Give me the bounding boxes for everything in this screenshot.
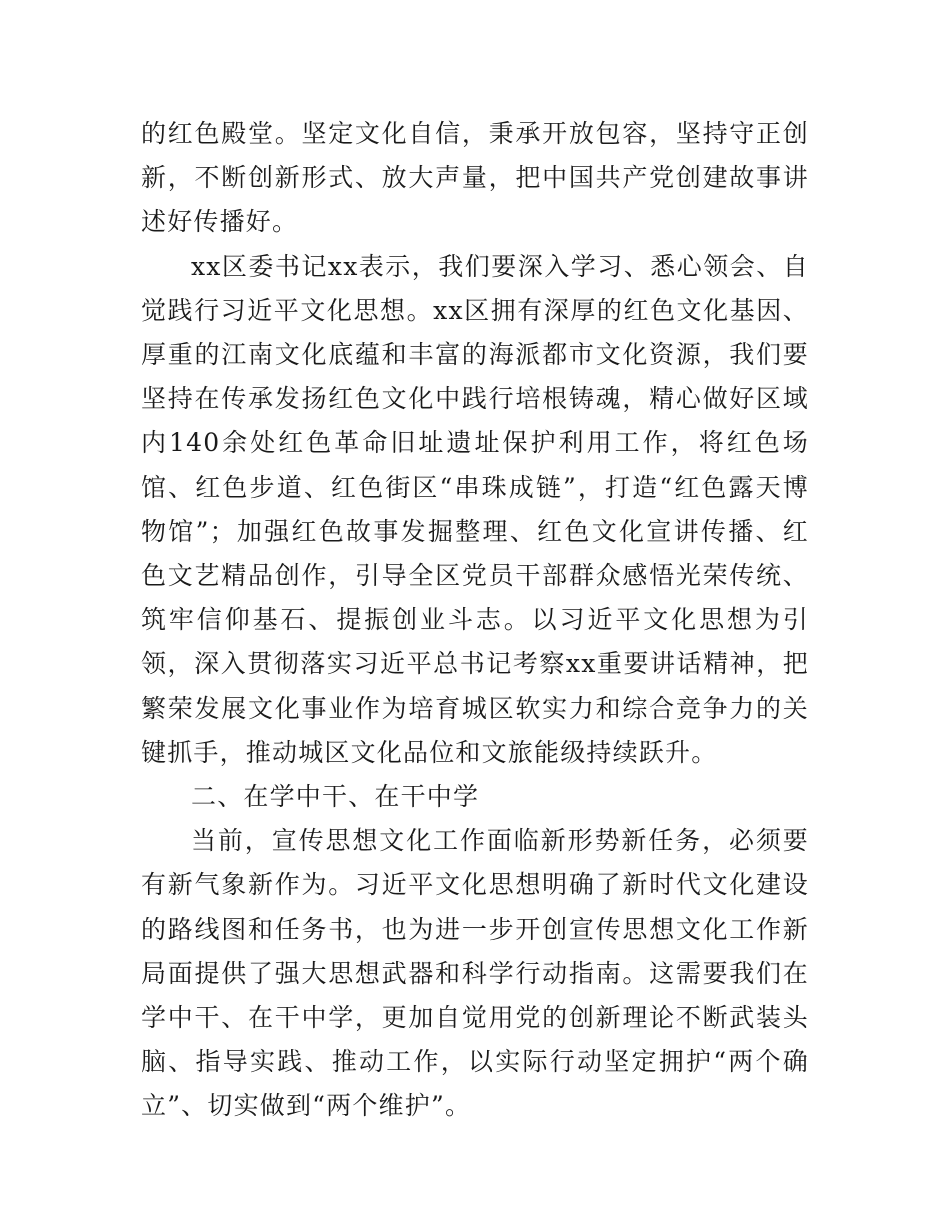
- document-body: [141, 112, 809, 1129]
- paragraph-continuation: 的红色殿堂。坚定文化自信，秉承开放包容，坚持守正创新，不断创新形式、放大声量，把中国共产党创建故事讲述好传播好。: [141, 119, 809, 237]
- paragraph-district-secretary: xx区委书记xx表示，我们要深入学习、悉心领会、自觉践行习近平文化思想。xx区拥有深厚的红色文化基因、厚重的江南文化底蕴和丰富的海派都市文化资源，我们要坚持在传承发扬红色文化中践行培根铸魂，精心做好区域内140余处红色革命旧址遗址保护利用工作，将红色场馆、红色步道、红色街区“串珠成链”，打造“红色露天博物馆”；加强红色故事发掘整理、红色文化宣讲传播、红色文艺精品创作，引导全区党员干部群众感悟光荣传统、筑牢信仰基石、提振创业斗志。以习近平文化思想为引领，深入贯彻落实习近平总书记考察xx重要讲话精神，把繁荣发展文化事业作为培育城区软实力和综合竞争力的关键抓手，推动城区文化品位和文旅能级持续跃升。: [141, 251, 809, 767]
- section-heading: 二、在学中干、在干中学: [191, 782, 480, 812]
- paragraph-current-work: 当前，宣传思想文化工作面临新形势新任务，必须要有新气象新作为。习近平文化思想明确了新时代文化建设的路线图和任务书，也为进一步开创宣传思想文化工作新局面提供了强大思想武器和科学行动指南。这需要我们在学中干、在干中学，更加自觉用党的创新理论不断武装头脑、指导实践、推动工作，以实际行动坚定拥护“两个确立”、切实做到“两个维护”。: [141, 826, 809, 1121]
